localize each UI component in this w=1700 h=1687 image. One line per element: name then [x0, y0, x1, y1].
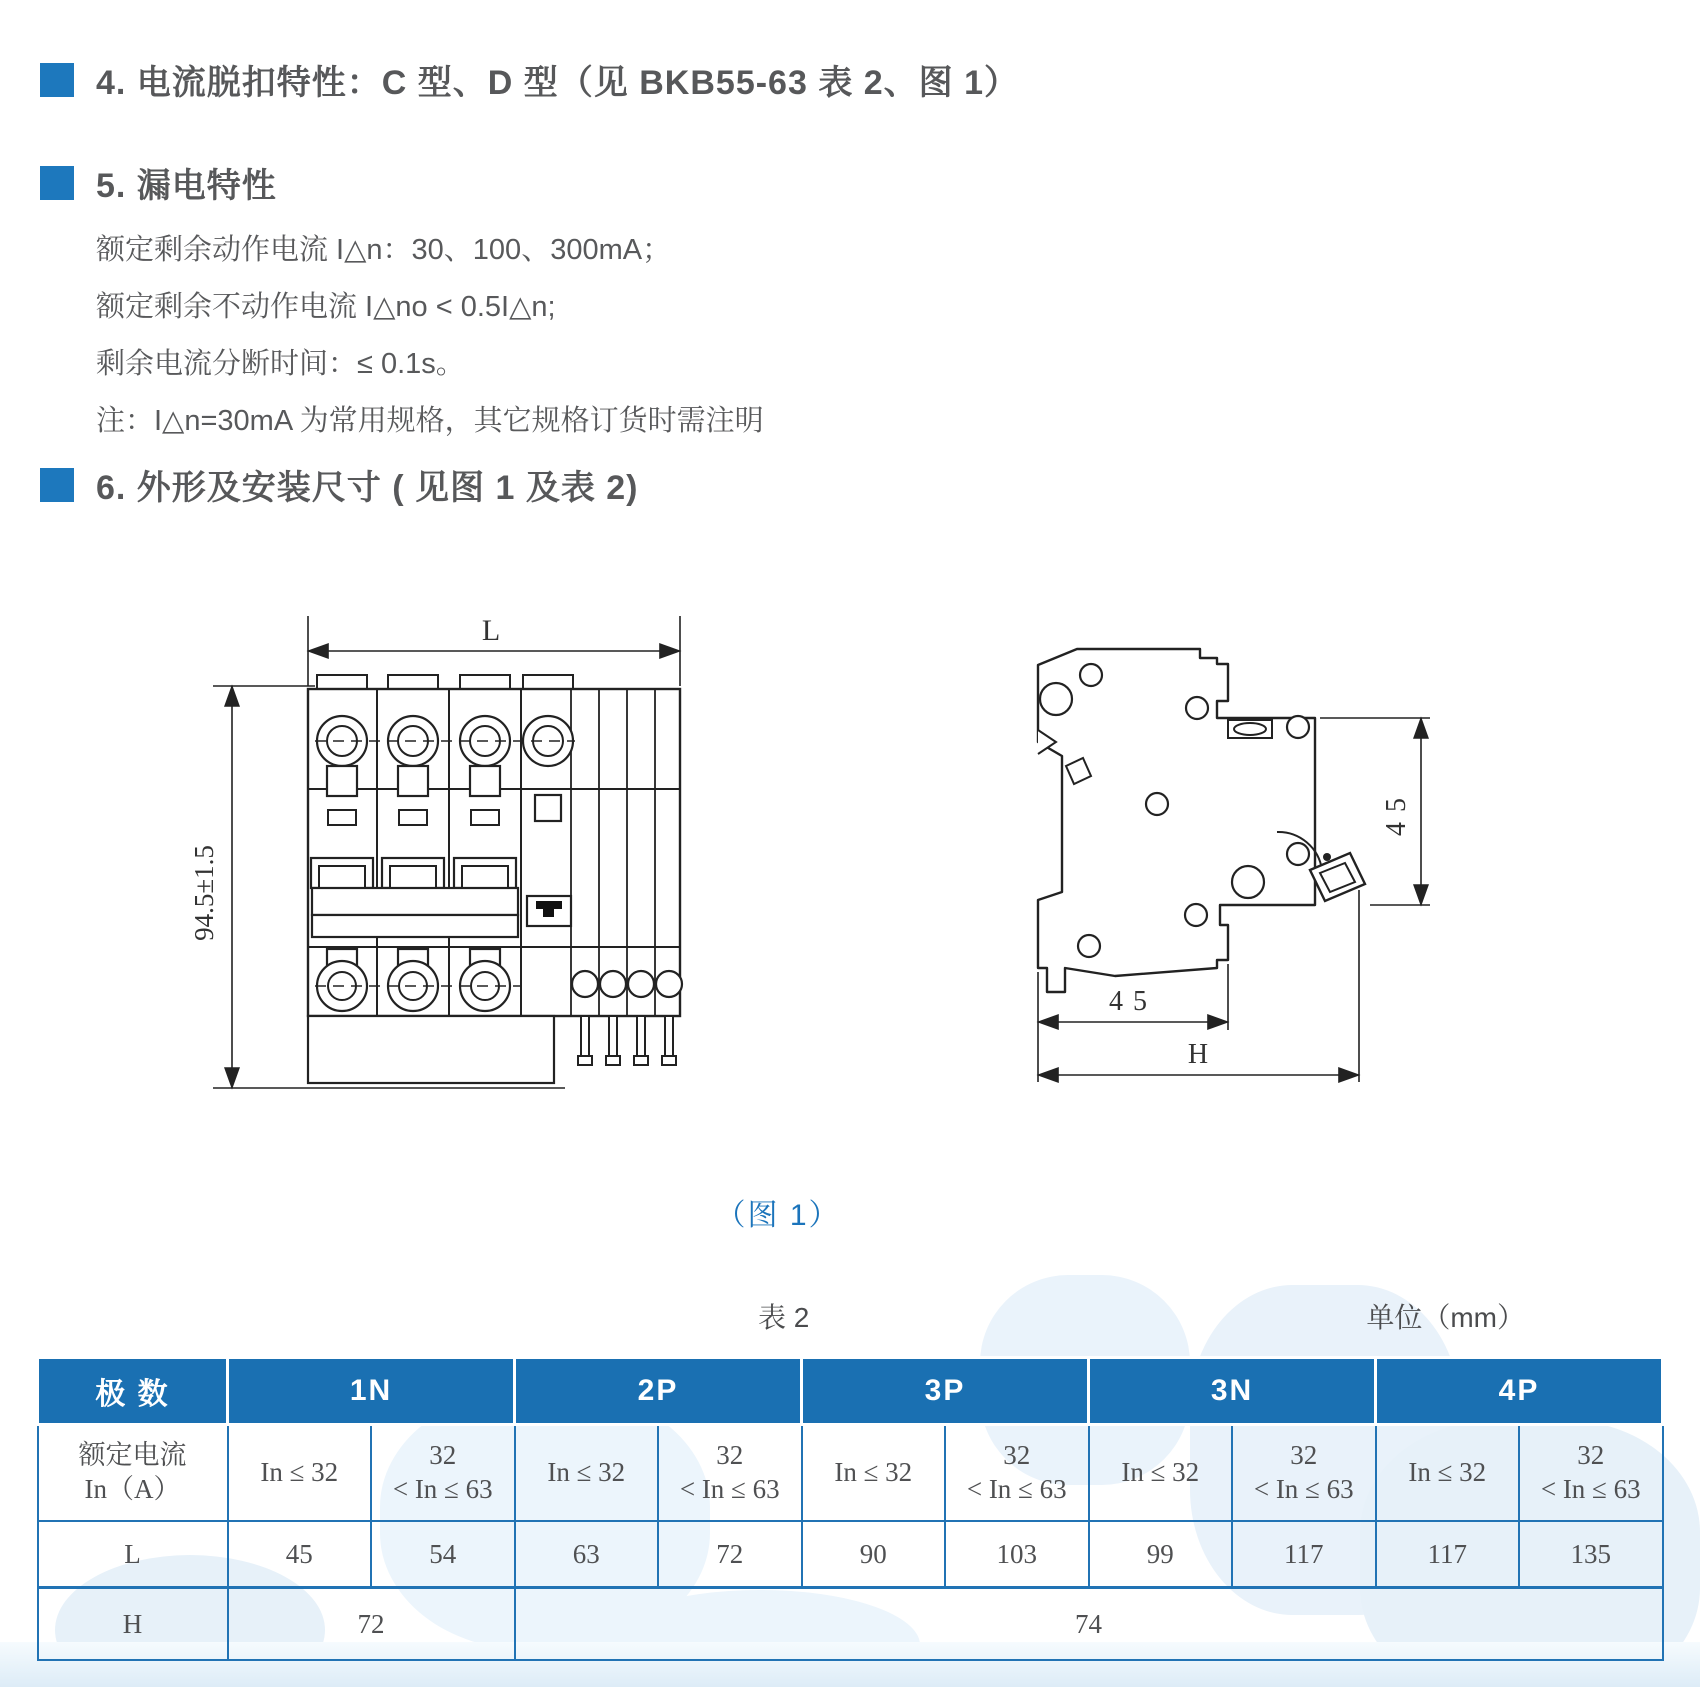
- front-view-drawing: [175, 558, 705, 1103]
- dim-label-L: L: [481, 614, 501, 647]
- section-heading-6: [40, 460, 639, 509]
- sub-high-line2: < In ≤ 63: [392, 1474, 493, 1504]
- sub-low: In ≤ 32: [515, 1425, 659, 1522]
- table-unit-label: 单位（mm）: [1366, 1302, 1525, 1333]
- sub-high: [945, 1425, 1089, 1522]
- figure-caption: （图 1）: [715, 1199, 841, 1232]
- value-H-1N: 72: [228, 1588, 515, 1661]
- value-L: 103: [945, 1521, 1089, 1588]
- section-heading-5: [40, 158, 277, 207]
- table-header-row: [38, 1358, 1663, 1425]
- rated-current-line2: In（A）: [84, 1474, 181, 1504]
- dim-label-H: H: [1187, 1039, 1209, 1070]
- sub-high-line2: < In ≤ 63: [679, 1474, 780, 1504]
- section-bullet-icon: [40, 63, 74, 97]
- header-poles: 极 数: [38, 1358, 228, 1425]
- header-group-4P: 4P: [1376, 1358, 1663, 1425]
- rated-current-line1: 额定电流: [78, 1440, 187, 1471]
- table-subheader-row: [38, 1425, 1663, 1522]
- value-L: 117: [1232, 1521, 1376, 1588]
- section-title: 4. 电流脱扣特性：C 型、D 型（见 BKB55-63 表 2、图 1）: [96, 64, 1020, 102]
- rated-current-label: [38, 1425, 228, 1522]
- leakage-line: 注：I△n=30mA 为常用规格，其它规格订货时需注明: [96, 405, 764, 437]
- header-group-2P: 2P: [515, 1358, 802, 1425]
- value-L: 99: [1089, 1521, 1233, 1588]
- dim-label-45-right: 45: [1381, 788, 1412, 836]
- value-L: 90: [802, 1521, 946, 1588]
- sub-high-line1: 32: [716, 1440, 744, 1471]
- leakage-paragraph: [96, 222, 764, 450]
- side-view-drawing: [925, 570, 1455, 1095]
- section-bullet-icon: [40, 468, 74, 502]
- dimension-table: [36, 1356, 1664, 1661]
- value-L: 45: [228, 1521, 372, 1588]
- table-title: 表 2: [758, 1302, 810, 1333]
- sub-high: [371, 1425, 515, 1522]
- value-L: 54: [371, 1521, 515, 1588]
- sub-high: [1232, 1425, 1376, 1522]
- header-group-1N: 1N: [228, 1358, 515, 1425]
- sub-low: In ≤ 32: [802, 1425, 946, 1522]
- header-group-3P: 3P: [802, 1358, 1089, 1425]
- dim-label-45-bottom: 45: [1109, 986, 1157, 1017]
- sub-high-line1: 32: [1290, 1440, 1318, 1471]
- leakage-line: 剩余电流分断时间：≤ 0.1s。: [96, 348, 465, 380]
- sub-high-line1: 32: [1003, 1440, 1031, 1471]
- leakage-line: 额定剩余动作电流 I△n：30、100、300mA；: [96, 234, 672, 266]
- value-L: 63: [515, 1521, 659, 1588]
- sub-high-line1: 32: [1577, 1440, 1605, 1471]
- value-L: 72: [658, 1521, 802, 1588]
- row-label-L: L: [38, 1521, 228, 1588]
- value-L: 117: [1376, 1521, 1520, 1588]
- sub-high-line2: < In ≤ 63: [1540, 1474, 1641, 1504]
- sub-high: [1519, 1425, 1663, 1522]
- sub-low: In ≤ 32: [1376, 1425, 1520, 1522]
- header-group-3N: 3N: [1089, 1358, 1376, 1425]
- value-H-rest: 74: [515, 1588, 1663, 1661]
- section-title: 5. 漏电特性: [96, 167, 277, 205]
- sub-high: [658, 1425, 802, 1522]
- value-L: 135: [1519, 1521, 1663, 1588]
- row-label-H: H: [38, 1588, 228, 1661]
- section-bullet-icon: [40, 166, 74, 200]
- sub-high-line2: < In ≤ 63: [1253, 1474, 1354, 1504]
- section-title: 6. 外形及安装尺寸 ( 见图 1 及表 2): [96, 469, 639, 507]
- table-row-H: [38, 1588, 1663, 1661]
- sub-high-line2: < In ≤ 63: [966, 1474, 1067, 1504]
- section-heading-4: [40, 55, 1019, 104]
- sub-high-line1: 32: [429, 1440, 457, 1471]
- table-row-L: [38, 1521, 1663, 1588]
- leakage-line: 额定剩余不动作电流 I△no < 0.5I△n;: [96, 291, 556, 323]
- dim-label-height: 94.5±1.5: [189, 845, 219, 941]
- sub-low: In ≤ 32: [1089, 1425, 1233, 1522]
- sub-low: In ≤ 32: [228, 1425, 372, 1522]
